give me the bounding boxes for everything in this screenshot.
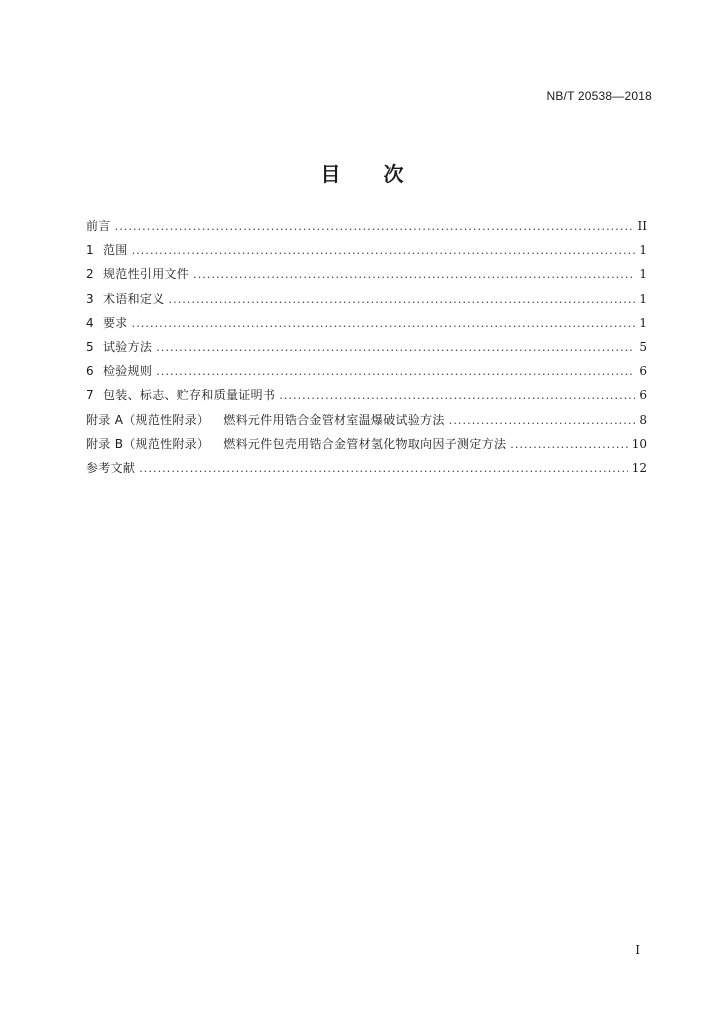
toc-entry-label: 6 检验规则 [86,364,153,379]
toc-entry-label: 2 规范性引用文件 [86,267,190,282]
toc-entry-page: II [637,219,647,233]
table-of-contents [86,217,647,483]
toc-entry-foreword[interactable] [86,217,647,241]
toc-dot-leader [279,389,635,402]
toc-entry-scope[interactable] [86,241,647,265]
page-title: 目 次 [320,162,422,186]
toc-entry-page: 5 [639,339,647,354]
toc-entry-number: 5 [86,339,94,354]
toc-entry-page: 6 [639,388,647,403]
toc-dot-leader [132,244,636,257]
toc-entry-page: 1 [639,243,647,258]
toc-entry-page: 1 [639,291,647,306]
toc-entry-inspection-rules[interactable] [86,362,647,386]
toc-entry-number: 1 [86,243,94,258]
toc-dot-leader [132,317,636,330]
toc-entry-number: 附录 B（规范性附录） [86,436,210,451]
toc-dot-leader [193,268,635,281]
toc-dot-leader [115,220,634,233]
toc-entry-page: 1 [639,267,647,282]
toc-entry-label: 前言 [86,219,111,233]
toc-entry-number: 4 [86,315,94,330]
toc-entry-test-methods[interactable] [86,338,647,362]
toc-entry-number: 6 [86,364,94,379]
toc-dot-leader [156,365,635,378]
toc-entry-number: 附录 A（规范性附录） [86,412,210,427]
toc-entry-appendix-a[interactable] [86,411,647,435]
toc-entry-page: 1 [639,315,647,330]
toc-entry-page: 12 [631,460,647,475]
toc-entry-label: 附录 A（规范性附录） 燃料元件用锆合金管材室温爆破试验方法 [86,412,445,427]
toc-entry-appendix-b[interactable] [86,435,647,459]
toc-entry-page: 6 [639,364,647,379]
toc-entry-label: 参考文献 [86,460,136,475]
toc-entry-number: 3 [86,291,94,306]
toc-dot-leader [449,414,636,427]
page-number: I [635,943,640,957]
toc-entry-label: 5 试验方法 [86,339,153,354]
toc-entry-packaging[interactable] [86,386,647,410]
toc-entry-terms[interactable] [86,290,647,314]
toc-entry-requirements[interactable] [86,314,647,338]
toc-entry-label: 7 包装、标志、贮存和质量证明书 [86,388,276,403]
toc-entry-page: 8 [639,412,647,427]
toc-entry-number: 7 [86,388,94,403]
toc-entry-normative-references[interactable] [86,265,647,289]
toc-entry-label: 3 术语和定义 [86,291,165,306]
toc-entry-number: 2 [86,267,94,282]
toc-dot-leader [139,462,628,475]
toc-dot-leader [156,341,635,354]
toc-entry-bibliography[interactable] [86,459,647,483]
toc-entry-page: 10 [631,436,647,451]
standard-number: NB/T 20538—2018 [546,89,652,103]
toc-entry-label: 1 范围 [86,243,128,258]
toc-dot-leader [510,438,627,451]
toc-entry-label: 4 要求 [86,315,128,330]
toc-entry-label: 附录 B（规范性附录） 燃料元件包壳用锆合金管材氢化物取向因子测定方法 [86,436,507,451]
toc-dot-leader [169,293,636,306]
